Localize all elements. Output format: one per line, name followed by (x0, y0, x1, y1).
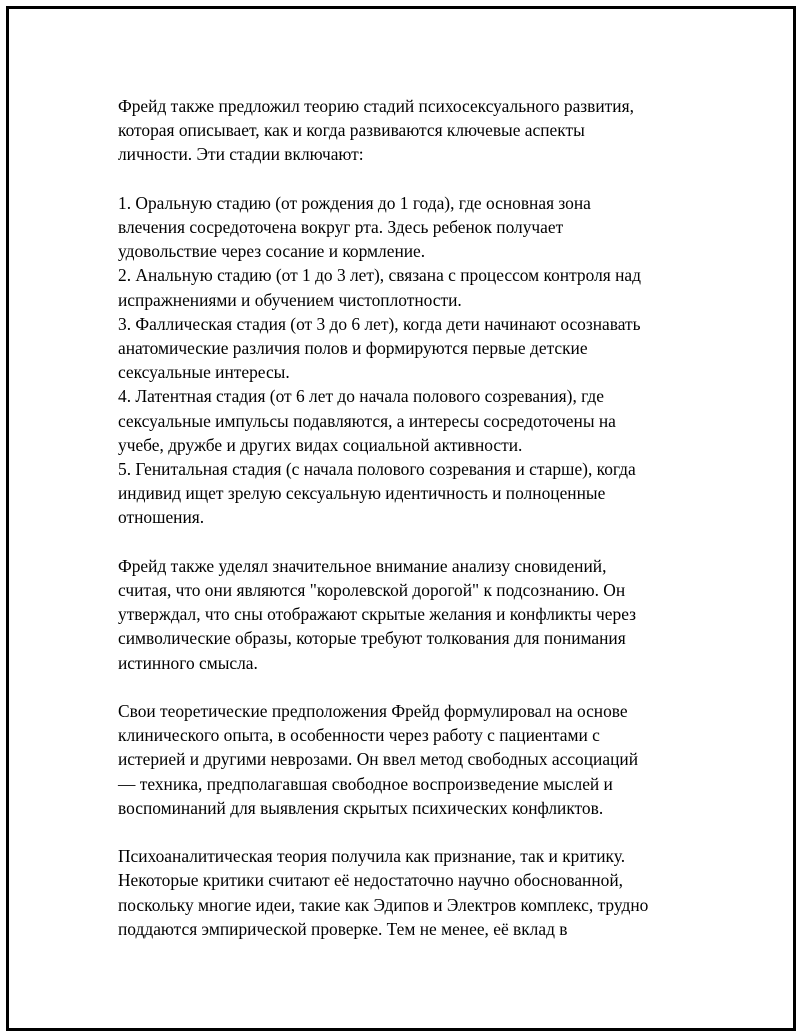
stage-line: индивид ищет зрелую сексуальную идентичность и полноценные (118, 483, 606, 504)
paragraph-gap (118, 167, 703, 191)
text-line: Некоторые критики считают её недостаточно научно обоснованной, (118, 870, 624, 891)
paragraph-gap (118, 820, 703, 844)
text-line: Фрейд также предложил теорию стадий психосексуального развития, (118, 96, 634, 116)
stage-line: 2. Анальную стадию (от 1 до 3 лет), связана с процессом контроля над (118, 265, 641, 286)
stage-line: учебе, дружбе и других видах социальной активности. (118, 434, 523, 455)
text-line: истерией и другими неврозами. Он ввел метод свободных ассоциаций (118, 749, 639, 770)
text-line: Фрейд также уделял значительное внимание анализу сновидений, (118, 555, 607, 576)
text-line: воспоминаний для выявления скрытых психических конфликтов. (118, 797, 604, 818)
paragraph-gap (118, 530, 703, 554)
stage-line: сексуальные импульсы подавляются, а интересы сосредоточены на (118, 410, 616, 431)
text-line: считая, что они являются "королевской дорогой" к подсознанию. Он (118, 580, 626, 601)
stage-line: 3. Фаллическая стадия (от 3 до 6 лет), когда дети начинают осознавать (118, 313, 641, 334)
stage-line: испражнениями и обучением чистоплотности. (118, 289, 462, 310)
paragraph-gap (118, 675, 703, 699)
stage-line: 4. Латентная стадия (от 6 лет до начала полового созревания), где (118, 386, 604, 407)
text-line: утверждал, что сны отображают скрытые желания и конфликты через (118, 604, 636, 625)
stage-line: сексуальные интересы. (118, 362, 290, 383)
text-line: Психоаналитическая теория получила как признание, так и критику. (118, 846, 626, 867)
text-line: личности. Эти стадии включают: (118, 144, 364, 165)
text-line: клинического опыта, в особенности через работу с пациентами с (118, 725, 600, 746)
text-line: символические образы, которые требуют толкования для понимания (118, 628, 626, 649)
stage-line: 1. Оральную стадию (от рождения до 1 года), где основная зона (118, 192, 591, 213)
stage-line: 5. Генитальная стадия (с начала полового созревания и старше), когда (118, 459, 636, 480)
text-line: поскольку многие идеи, такие как Эдипов и Электров комплекс, трудно (118, 894, 649, 915)
stage-line: влечения сосредоточена вокруг рта. Здесь ребенок получает (118, 217, 564, 237)
text-line: — техника, предполагавшая свободное воспроизведение мыслей и (118, 773, 613, 794)
stage-line: анатомические различия полов и формируются первые детские (118, 338, 588, 359)
text-line: истинного смысла. (118, 652, 258, 673)
document-body (118, 94, 703, 941)
text-line: Свои теоретические предположения Фрейд формулировал на основе (118, 701, 628, 722)
text-line: поддаются эмпирической проверке. Тем не менее, её вклад в (118, 918, 568, 939)
text-line: которая описывает, как и когда развиваются ключевые аспекты (118, 120, 585, 141)
stage-line: удовольствие через сосание и кормление. (118, 241, 426, 262)
stage-line: отношения. (118, 507, 205, 528)
